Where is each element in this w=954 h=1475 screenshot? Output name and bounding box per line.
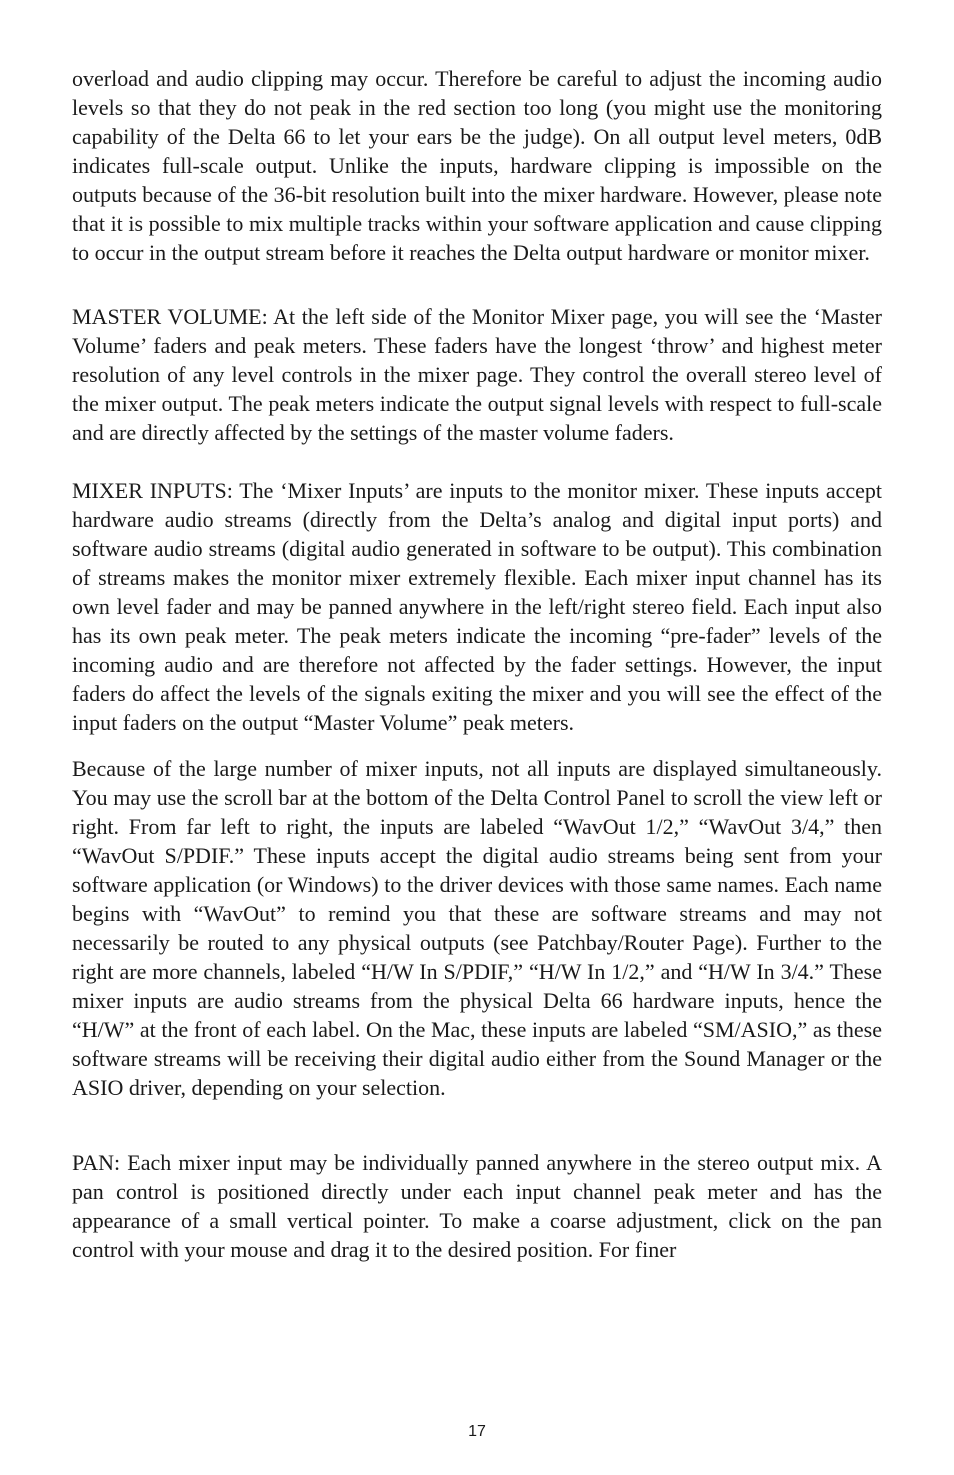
page-number: 17: [468, 1423, 486, 1440]
paragraph-master-volume: MASTER VOLUME: At the left side of the Monitor Mixer page, you will see the ‘Master Volume’ faders and peak meters. These faders have the longest ‘throw’ and highest meter resolution of any level controls in the mixer page. They control the overall stereo level of the mixer output. The peak meters indicate the output signal levels with respect to full-scale and are directly affected by the settings of the master volume faders.: [72, 304, 882, 445]
paragraph-pan: PAN: Each mixer input may be individually panned anywhere in the stereo output mix. A pan control is positioned directly under each input channel peak meter and has the appearance of a small vertical pointer. To make a coarse adjustment, click on the pan control with your mouse and drag it to the desired position. For finer: [72, 1150, 882, 1262]
paragraph-input-labels: Because of the large number of mixer inputs, not all inputs are displayed simultaneously. You may use the scroll bar at the bottom of the Delta Control Panel to scroll the view left or right. From far left to right, the inputs are labeled “WavOut 1/2,” “WavOut 3/4,” then “WavOut S/PDIF.” These inputs accept the digital audio streams being sent from your software application (or Windows) to the driver devices with those same names. Each name begins with “WavOut” to remind you that these are software streams and may not necessarily be routed to any physical outputs (see Patchbay/Router Page). Further to the right are more channels, labeled “H/W In S/PDIF,” “H/W In 1/2,” and “H/W In 3/4.” These mixer inputs are audio streams from the physical Delta 66 hardware inputs, hence the “H/W” at the front of each label. On the Mac, these inputs are labeled “SM/ASIO,” as these software streams will be receiving their digital audio either from the Sound Manager or the ASIO driver, depending on your selection.: [72, 756, 882, 1100]
paragraph-clipping: overload and audio clipping may occur. Therefore be careful to adjust the incoming audio levels so that they do not peak in the red section too long (you might use the monitoring capability of the Delta 66 to let your ears be the judge). On all output level meters, 0dB indicates full-scale output. Unlike the inputs, hardware clipping is impossible on the outputs because of the 36-bit resolution built into the mixer hardware. However, please note that it is possible to mix multiple tracks within your software application and cause clipping to occur in the output stream before it reaches the Delta output hardware or monitor mixer.: [72, 66, 882, 265]
paragraph-mixer-inputs: MIXER INPUTS: The ‘Mixer Inputs’ are inputs to the monitor mixer. These inputs accept hardware audio streams (directly from the Delta’s analog and digital input ports) and software audio streams (digital audio generated in software to be output). This combination of streams makes the monitor mixer extremely flexible. Each mixer input channel has its own level fader and may be panned anywhere in the left/right stereo field. Each input also has its own peak meter. The peak meters indicate the incoming “pre-fader” levels of the incoming audio and are therefore not affected by the fader settings. However, the input faders do affect the levels of the signals exiting the mixer and you will see the effect of the input faders on the output “Master Volume” peak meters.: [72, 478, 882, 735]
document-page: [72, 64, 882, 1264]
